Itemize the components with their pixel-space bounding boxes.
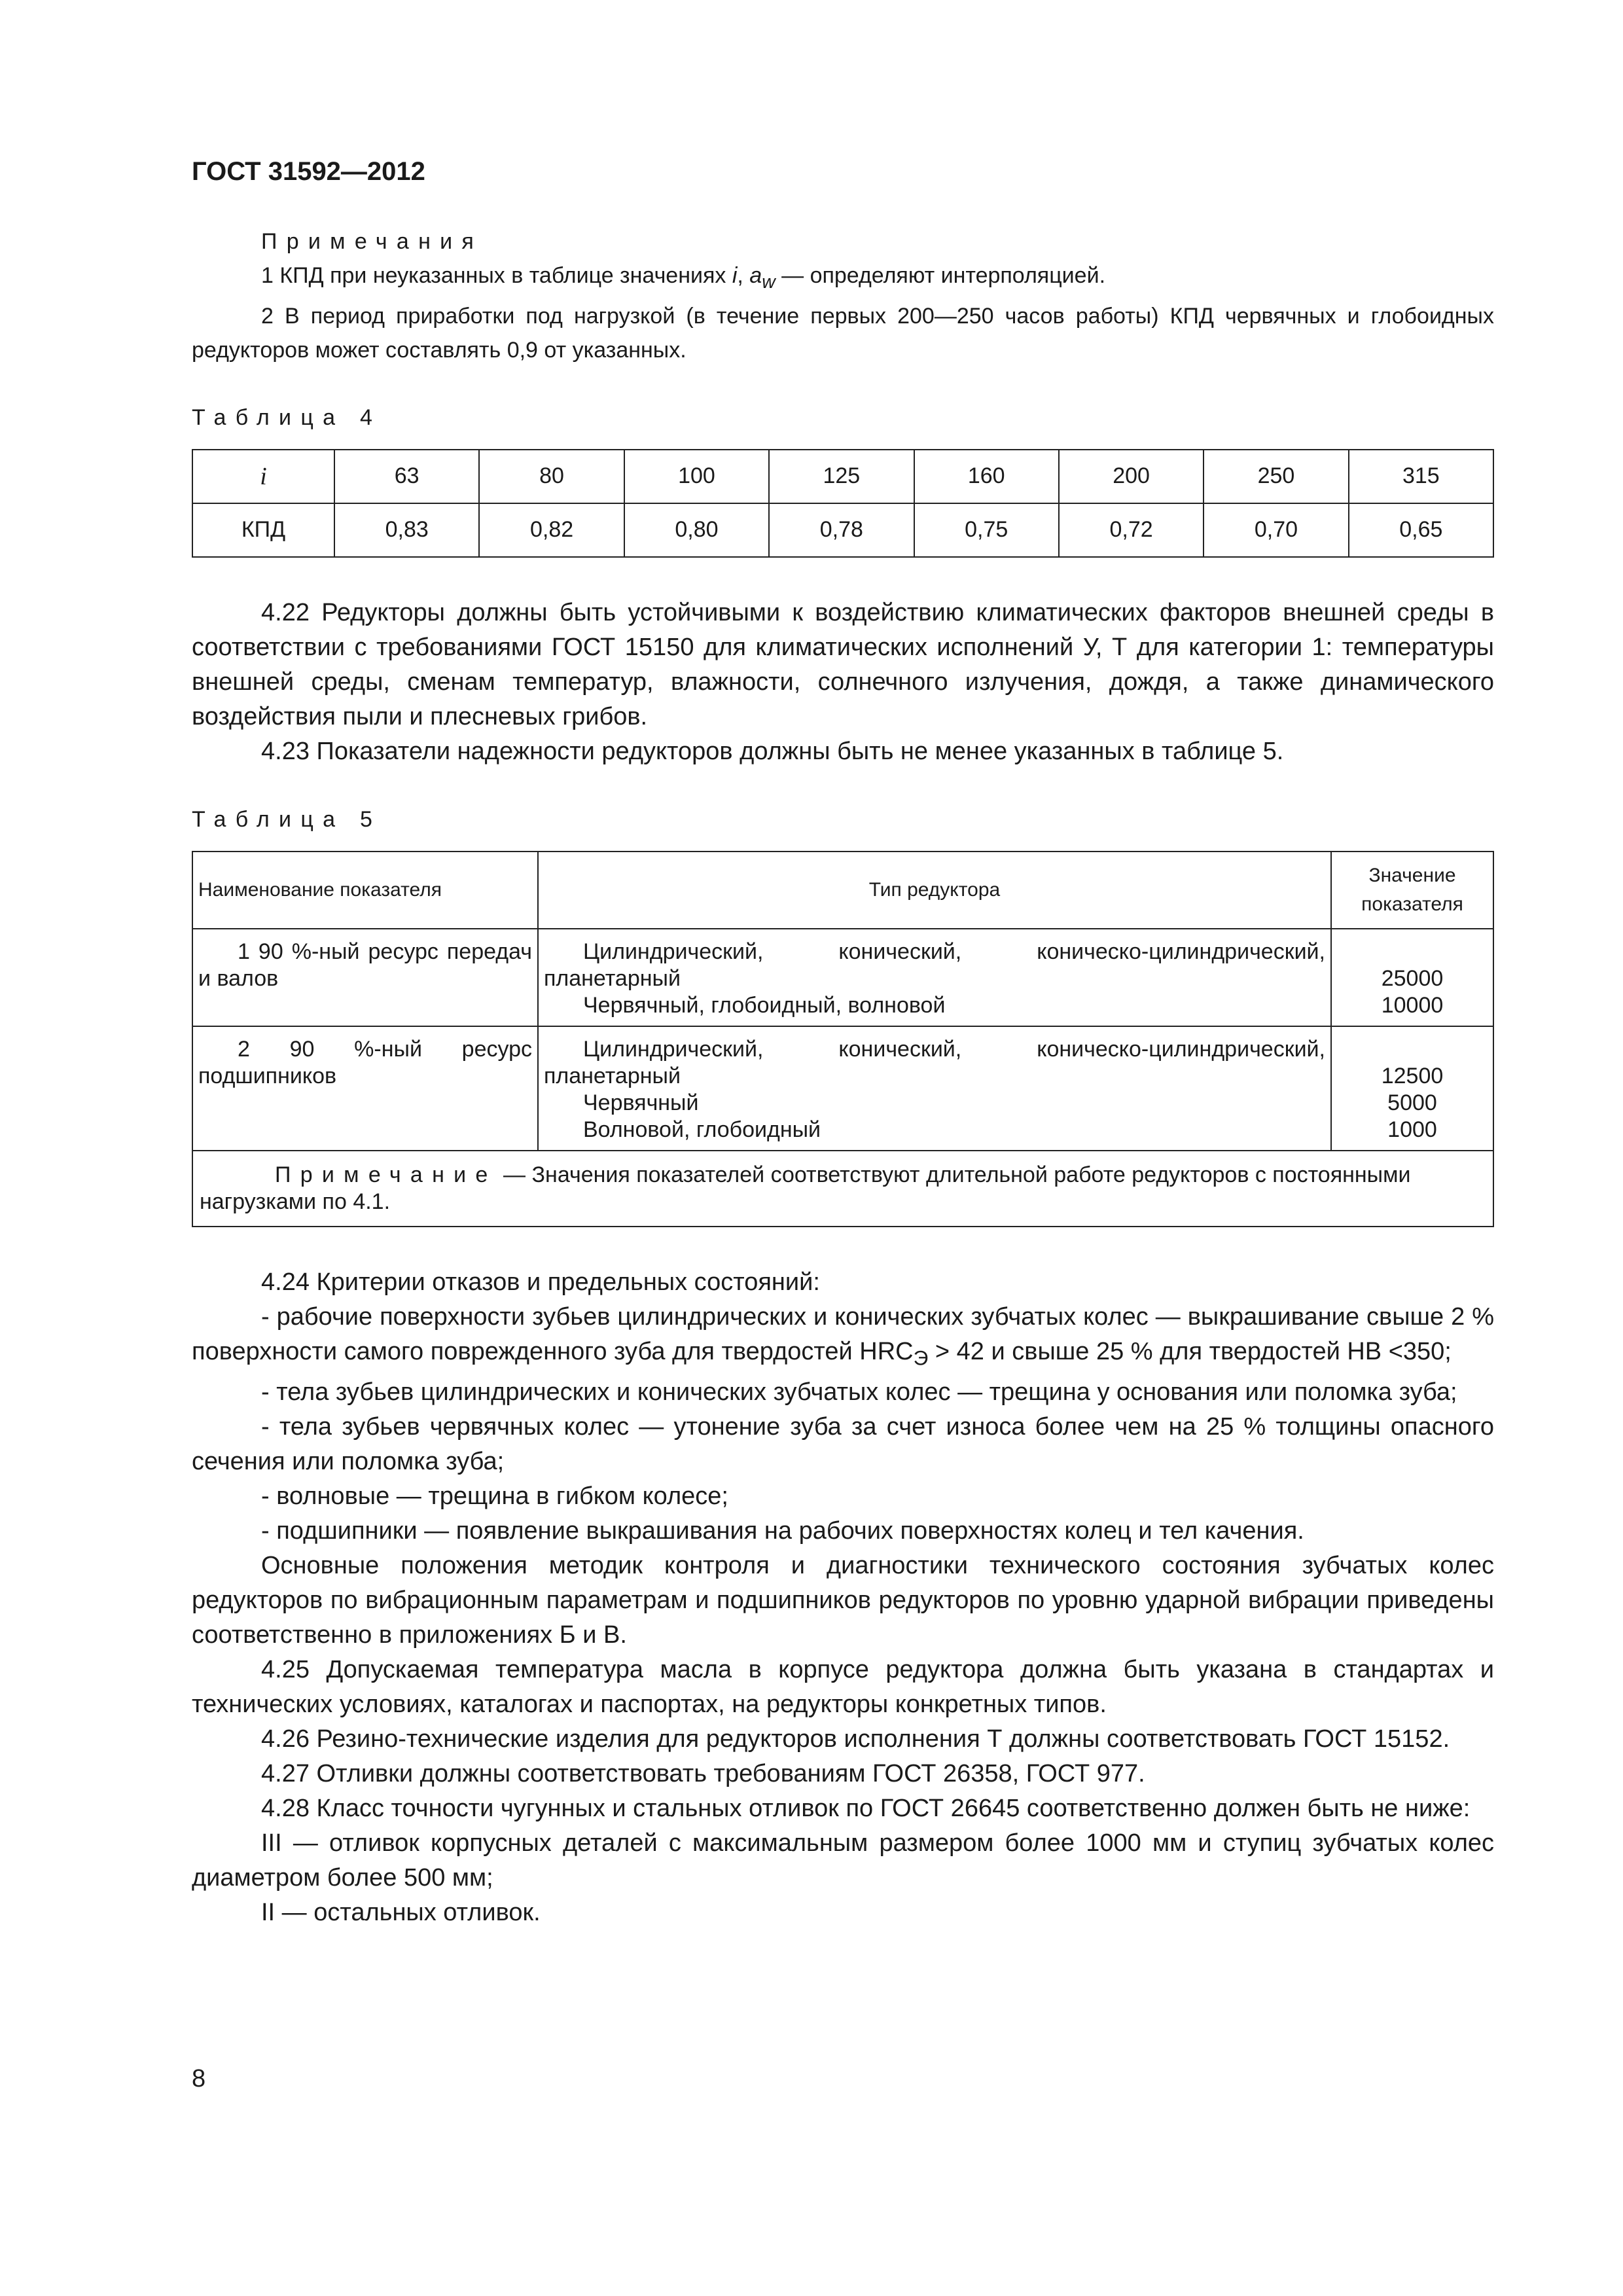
table5-row2-values — [1331, 1026, 1493, 1151]
table5-row — [192, 1026, 1493, 1151]
paragraph-4-25: 4.25 Допускаемая температура масла в корпусе редуктора должна быть указана в стандартах и технических условиях, каталогах и паспортах, на редукторы конкретных типов. — [192, 1656, 1494, 1719]
table4-cell: 100 — [624, 450, 769, 503]
table4-cell: 63 — [334, 450, 479, 503]
notes-heading: Примечания — [261, 229, 484, 254]
table5-row1-type2: Червячный, глобоидный, волновой — [583, 992, 946, 1018]
table4-cell: 0,72 — [1059, 503, 1204, 557]
note-1-text: 1 КПД при неуказанных в таблице значениях — [261, 263, 732, 288]
note-1-sep: , — [737, 263, 750, 288]
table5-row2-type1: Цилиндрический, конический, коническо-цилиндрический, планетарный — [544, 1036, 1325, 1088]
table4-cell: 200 — [1059, 450, 1204, 503]
paragraph-4-26: 4.26 Резино-технические изделия для редукторов исполнения Т должны соответствовать ГОСТ 15152. — [261, 1725, 1450, 1753]
table4-cell: 125 — [769, 450, 914, 503]
table5-row1-types — [538, 929, 1331, 1026]
table4-cell: 250 — [1204, 450, 1348, 503]
section-4-24 — [192, 1265, 1494, 1931]
table4-cell: 80 — [479, 450, 624, 503]
document-page — [192, 157, 1494, 1930]
bullet-5: - подшипники — появление выкрашивания на рабочих поверхностях колец и тел качения. — [261, 1517, 1304, 1545]
bullet-2: - тела зубьев цилиндрических и конических зубчатых колес — трещина у основания или поломка зуба; — [261, 1378, 1457, 1407]
table5-header-value: Значение показателя — [1331, 852, 1493, 929]
table5-note-text: — Значения показателей соответствуют длительной работе редукторов с постоянными нагрузками по 4.1. — [200, 1162, 1411, 1214]
table5-note-label: Примечание — [275, 1162, 497, 1187]
table5-row1-type1: Цилиндрический, конический, коническо-цилиндрический, планетарный — [544, 939, 1325, 991]
class-ii: II — остальных отливок. — [261, 1899, 541, 1927]
class-iii: III — отливок корпусных деталей с максимальным размером более 1000 мм и ступиц зубчатых колес диаметром более 500 мм; — [192, 1829, 1494, 1892]
table5-row2-type3: Волновой, глобоидный — [583, 1117, 821, 1142]
table4-caption: Таблица 4 — [192, 404, 382, 430]
table5-header-name: Наименование показателя — [192, 852, 538, 929]
bullet-3: - тела зубьев червячных колес — утонение зуба за счет износа более чем на 25 % толщины опасного сечения или поломка зуба; — [192, 1413, 1494, 1476]
note-1-i: i — [732, 263, 738, 288]
table5-row2-val2: 5000 — [1387, 1090, 1437, 1115]
table4-row-kpd — [192, 503, 1493, 557]
table4-cell: 0,78 — [769, 503, 914, 557]
table4-cell: 0,82 — [479, 503, 624, 557]
table4-cell: 315 — [1349, 450, 1493, 503]
table5-note — [192, 1151, 1493, 1227]
document-title: ГОСТ 31592—2012 — [192, 157, 425, 186]
bullet-4: - волновые — трещина в гибком колесе; — [261, 1482, 728, 1511]
table5-row2-types — [538, 1026, 1331, 1151]
table5-row2-val3: 1000 — [1387, 1117, 1437, 1142]
paragraph-4-24: 4.24 Критерии отказов и предельных состояний: — [261, 1268, 820, 1296]
bullet-1-text: - рабочие поверхности зубьев цилиндрических и конических зубчатых колес — выкрашивание свыше 2 % поверхности самого поврежденного зуба для твердостей HRC — [192, 1302, 1494, 1365]
table4-label-i: i — [192, 450, 334, 503]
note-1 — [192, 259, 1494, 299]
table5-row1-name: 1 90 %-ный ресурс передач и валов — [192, 929, 538, 1026]
bullet-1 — [192, 1300, 1494, 1376]
table5 — [192, 851, 1494, 1227]
paragraph-4-23: 4.23 Показатели надежности редукторов должны быть не менее указанных в таблице 5. — [261, 737, 1284, 765]
table5-row2-type2: Червячный — [583, 1090, 699, 1115]
table4-cell: 0,75 — [914, 503, 1059, 557]
note-2: 2 В период приработки под нагрузкой (в течение первых 200—250 часов работы) КПД червячных и глобоидных редукторов может составлять 0,9 от указанных. — [192, 303, 1494, 363]
table5-row2-val1: 12500 — [1381, 1063, 1444, 1088]
table5-row1-val2: 10000 — [1381, 992, 1444, 1018]
table4-cell: 0,83 — [334, 503, 479, 557]
table4-cell: 0,65 — [1349, 503, 1493, 557]
table5-row2-name: 2 90 %-ный ресурс подшипников — [192, 1026, 538, 1151]
table4-cell: 160 — [914, 450, 1059, 503]
paragraph-4-27: 4.27 Отливки должны соответствовать требованиям ГОСТ 26358, ГОСТ 977. — [261, 1760, 1145, 1788]
table5-caption: Таблица 5 — [192, 806, 382, 832]
table4-cell: 0,70 — [1204, 503, 1348, 557]
table4-row-i — [192, 450, 1493, 503]
table5-note-row — [192, 1151, 1493, 1227]
note-1-aw-sub: w — [762, 271, 776, 293]
note-1-text-end: — определяют интерполяцией. — [775, 263, 1106, 288]
table4-label-kpd: КПД — [192, 503, 334, 557]
paragraph-4-22: 4.22 Редукторы должны быть устойчивыми к воздействию климатических факторов внешней среды в соответствии с требованиями ГОСТ 15150 для климатических исполнений У, Т для категории 1: температуры внешней среды, сменам температур, влажности, солнечного излучения, дождя, а также динамического воздействия пыли и плесневых грибов. — [192, 598, 1494, 730]
table4-cell: 0,80 — [624, 503, 769, 557]
table5-row1-val1: 25000 — [1381, 965, 1444, 991]
table4 — [192, 449, 1494, 558]
table5-row1-values — [1331, 929, 1493, 1026]
table5-header-row — [192, 852, 1493, 929]
page-number: 8 — [192, 2065, 206, 2092]
table5-header-type: Тип редуктора — [538, 852, 1331, 929]
note-1-aw: a — [749, 263, 762, 288]
section-4-22 — [192, 596, 1494, 769]
bullet-1-sub: Э — [913, 1346, 929, 1370]
paragraph-main: Основные положения методик контроля и диагностики технического состояния зубчатых колес редукторов по вибрационным параметрам и подшипников редукторов по уровню ударной вибрации приведены соответственно в приложениях Б и В. — [192, 1552, 1494, 1649]
bullet-1-text-end: > 42 и свыше 25 % для твердостей НВ <350; — [928, 1337, 1452, 1365]
table5-row — [192, 929, 1493, 1026]
paragraph-4-28: 4.28 Класс точности чугунных и стальных отливок по ГОСТ 26645 соответственно должен быть не ниже: — [261, 1795, 1471, 1823]
